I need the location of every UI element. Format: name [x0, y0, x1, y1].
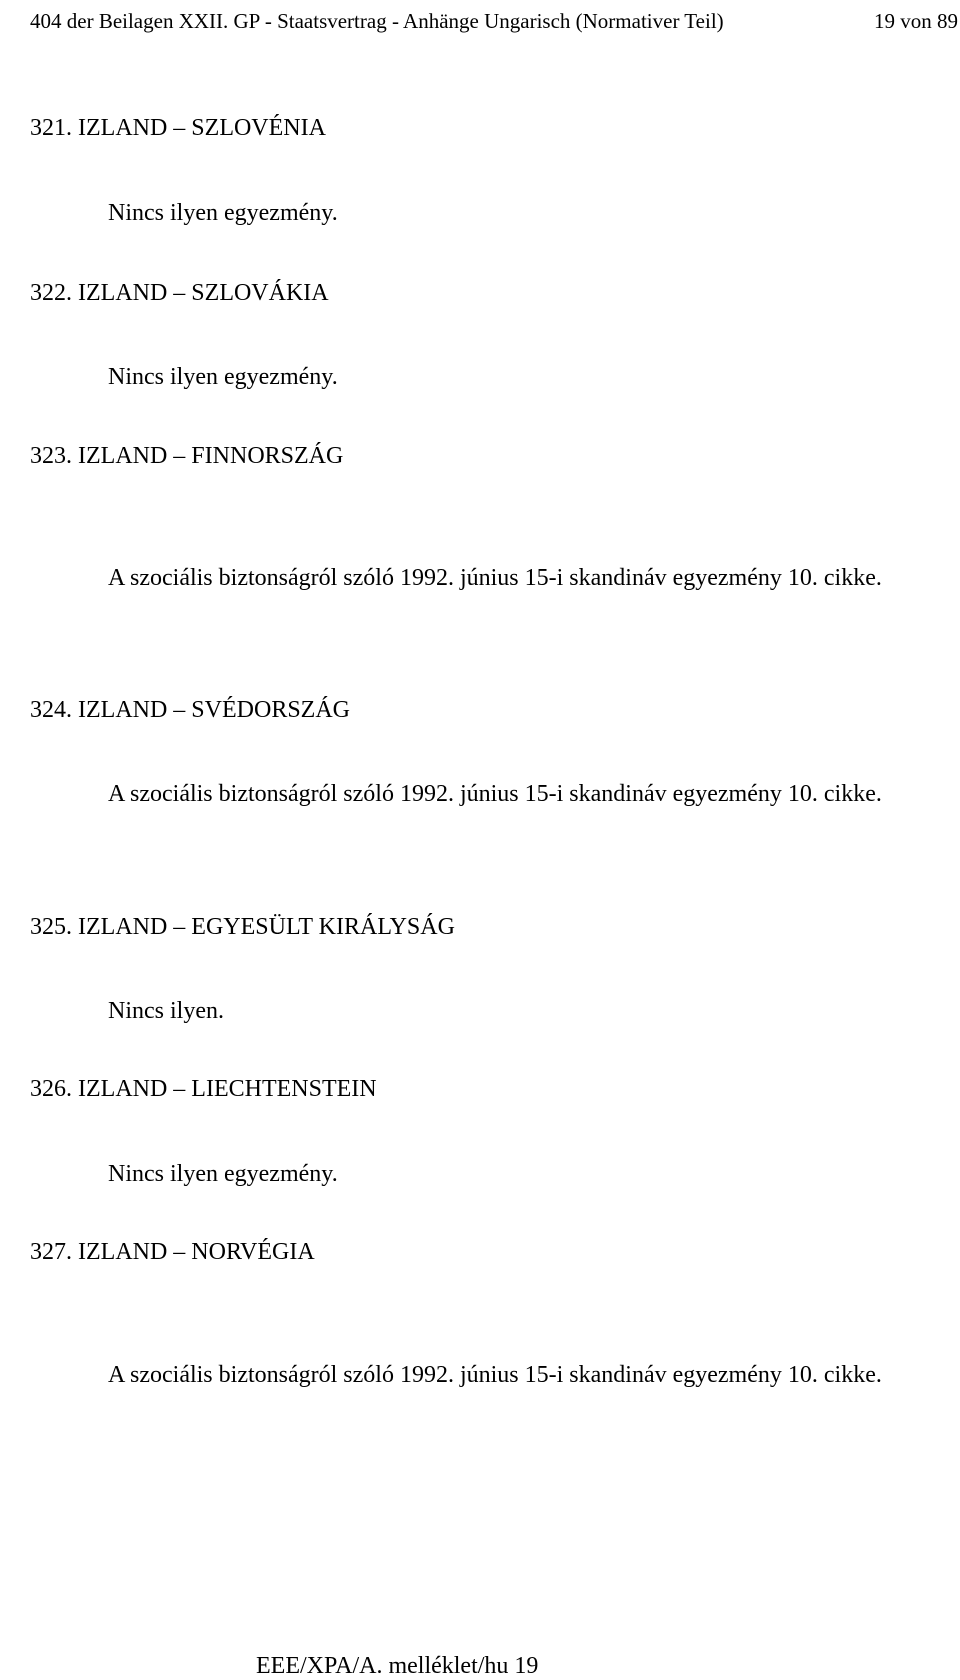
section-heading: 321. IZLAND – SZLOVÉNIA	[30, 115, 326, 141]
section-body: A szociális biztonságról szóló 1992. június 15-i skandináv egyezmény 10. cikke.	[108, 1362, 882, 1388]
section-body: Nincs ilyen egyezmény.	[108, 1161, 338, 1187]
section-heading: 325. IZLAND – EGYESÜLT KIRÁLYSÁG	[30, 914, 455, 940]
section-body: A szociális biztonságról szóló 1992. június 15-i skandináv egyezmény 10. cikke.	[108, 781, 882, 807]
section-heading: 324. IZLAND – SVÉDORSZÁG	[30, 697, 350, 723]
section-body: Nincs ilyen egyezmény.	[108, 364, 338, 390]
page-footer: EEE/XPA/A. melléklet/hu 19	[256, 1653, 539, 1679]
section-heading: 326. IZLAND – LIECHTENSTEIN	[30, 1076, 377, 1102]
section-heading: 322. IZLAND – SZLOVÁKIA	[30, 280, 329, 306]
section-body: Nincs ilyen.	[108, 998, 224, 1024]
section-body: Nincs ilyen egyezmény.	[108, 200, 338, 226]
section-heading: 327. IZLAND – NORVÉGIA	[30, 1239, 315, 1265]
document-title: 404 der Beilagen XXII. GP - Staatsvertrag - Anhänge Ungarisch (Normativer Teil)	[30, 9, 724, 33]
page-counter: 19 von 89	[874, 9, 958, 33]
section-heading: 323. IZLAND – FINNORSZÁG	[30, 443, 344, 469]
section-body: A szociális biztonságról szóló 1992. június 15-i skandináv egyezmény 10. cikke.	[108, 565, 882, 591]
page-header	[30, 4, 960, 38]
